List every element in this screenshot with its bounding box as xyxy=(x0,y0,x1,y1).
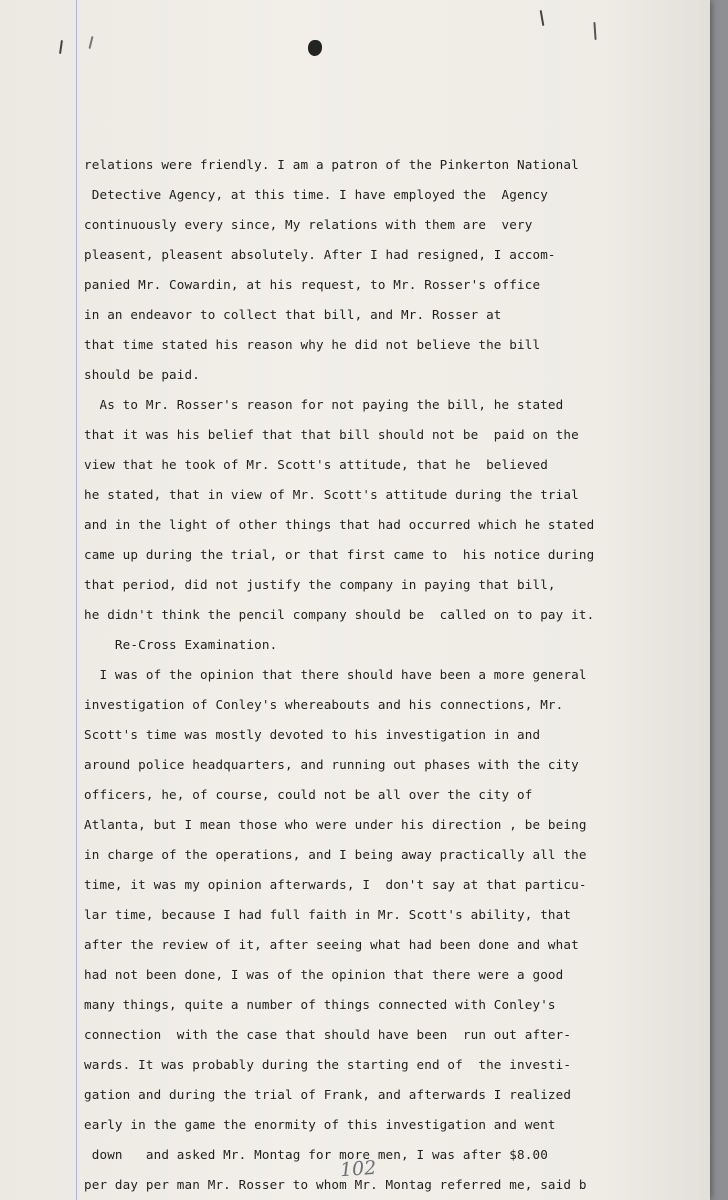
ink-mark xyxy=(593,22,596,40)
text-line: early in the game the enormity of this investigation and went xyxy=(84,1117,556,1132)
text-line: came up during the trial, or that first came to his notice during xyxy=(84,547,595,562)
punch-hole xyxy=(308,40,322,56)
text-line: I was of the opinion that there should have been a more general xyxy=(84,667,587,682)
text-line: many things, quite a number of things connected with Conley's xyxy=(84,997,556,1012)
text-line: in an endeavor to collect that bill, and Mr. Rosser at xyxy=(84,307,502,322)
text-line: after the review of it, after seeing what had been done and what xyxy=(84,937,579,952)
text-line: per day per man Mr. Rosser to whom Mr. Montag referred me, said b xyxy=(84,1177,587,1192)
text-line: Detective Agency, at this time. I have employed the Agency xyxy=(84,187,548,202)
text-line: pleasent, pleasent absolutely. After I had resigned, I accom- xyxy=(84,247,556,262)
text-line: and in the light of other things that had occurred which he stated xyxy=(84,517,595,532)
text-line: connection with the case that should have been run out after- xyxy=(84,1027,572,1042)
ink-mark xyxy=(88,36,93,49)
text-line: around police headquarters, and running out phases with the city xyxy=(84,757,579,772)
text-line: investigation of Conley's whereabouts and his connections, Mr. xyxy=(84,697,564,712)
text-line: gation and during the trial of Frank, and afterwards I realized xyxy=(84,1087,572,1102)
text-line: that it was his belief that that bill should not be paid on the xyxy=(84,427,579,442)
text-line: down and asked Mr. Montag for more men, I was after $8.00 xyxy=(84,1147,548,1162)
page-number: 102 xyxy=(339,1156,377,1182)
ink-mark xyxy=(540,10,545,26)
text-line: he didn't think the pencil company should be called on to pay it. xyxy=(84,607,595,622)
text-line: As to Mr. Rosser's reason for not paying the bill, he stated xyxy=(84,397,564,412)
text-line: lar time, because I had full faith in Mr. Scott's ability, that xyxy=(84,907,572,922)
typed-text-block xyxy=(84,150,659,1200)
text-line: he stated, that in view of Mr. Scott's attitude during the trial xyxy=(84,487,579,502)
text-line: Re-Cross Examination. xyxy=(84,637,278,652)
text-line: Atlanta, but I mean those who were under his direction , be being xyxy=(84,817,587,832)
margin-rule xyxy=(76,0,77,1200)
text-line: should be paid. xyxy=(84,367,200,382)
text-line: officers, he, of course, could not be all over the city of xyxy=(84,787,533,802)
text-line: continuously every since, My relations with them are very xyxy=(84,217,533,232)
text-line: panied Mr. Cowardin, at his request, to Mr. Rosser's office xyxy=(84,277,541,292)
text-line: wards. It was probably during the starting end of the investi- xyxy=(84,1057,572,1072)
text-line: Scott's time was mostly devoted to his investigation in and xyxy=(84,727,541,742)
text-line: had not been done, I was of the opinion that there were a good xyxy=(84,967,564,982)
text-line: in charge of the operations, and I being away practically all the xyxy=(84,847,587,862)
text-line: time, it was my opinion afterwards, I don't say at that particu- xyxy=(84,877,587,892)
ink-mark xyxy=(59,40,63,54)
text-line: that period, did not justify the company in paying that bill, xyxy=(84,577,556,592)
text-line: that time stated his reason why he did not believe the bill xyxy=(84,337,541,352)
text-line: relations were friendly. I am a patron of the Pinkerton National xyxy=(84,157,579,172)
text-line: view that he took of Mr. Scott's attitude, that he believed xyxy=(84,457,548,472)
